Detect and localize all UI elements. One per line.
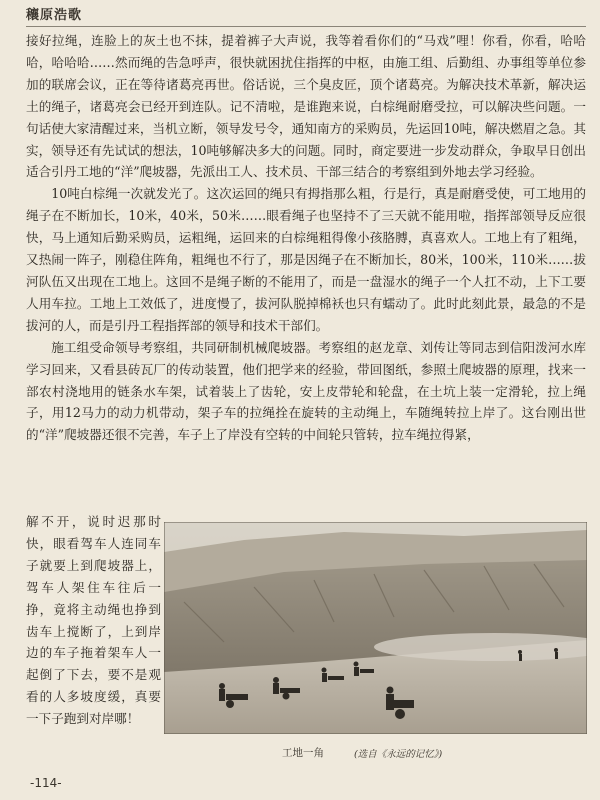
figure-caption xyxy=(164,745,587,763)
caption-source: (选自《永远的记忆》) xyxy=(354,749,443,760)
book-title: 穰原浩歌 xyxy=(26,8,83,23)
wrapped-text-column: 解不开，说时迟那时快，眼看驾车人连同车子就要上到爬坡器上，驾车人架住车往后一挣，竟将主动绳也挣到齿车上搅断了，上到岸边的车子拖着架车人一起倒了下去，要不是观看的人多坡度缓，真要一下子跑到对岸哪！ xyxy=(26,514,161,727)
page-number: -114- xyxy=(30,776,62,790)
article-body xyxy=(26,30,586,446)
paragraph-3: 施工组受命领导考察组，共同研制机械爬坡器。考察组的赵龙章、刘传让等同志到信阳泼河水库学习回来，又看县砖瓦厂的传动装置，他们把学来的经验，带回图纸，参照土爬坡器的原理，找来一部农村浇地用的链条水车架，试着装上了齿轮，安上皮带轮和轮盘，在土坑上装一定滑轮，拉上绳子，用12马力的动力机带动，架子车的拉绳拴在旋转的主动绳上，车随绳转拉上岸了。这台刚出世的“洋”爬坡器还很不完善，车子上了岸没有空转的中间轮只管转，拉车绳拉得紧， xyxy=(26,339,586,443)
paragraph-2: 10吨白棕绳一次就发光了。这次运回的绳只有拇指那么粗，行是行，真是耐磨受使，可工地用的绳子在不断加长，10米，40米，50米……眼看绳子也坚持不了三天就不能用啦，指挥部领导反应很快，马上通知后勤采购员，运粗绳，运回来的白棕绳粗得像小孩胳膊，真喜欢人。工地上有了粗绳，又热闹一阵子，刚稳住阵角，粗绳也不行了，那是因绳子在不断加长，80米，100米，110米……拔河队伍又出现在工地上。这回不是绳子断的不能用了，而是一盘湿水的绳子一个人扛不动，上下工要人用车拉。工地上工效低了，进度慢了，拔河队脱掉棉袄也只有蠕动了。此时此刻此景，最急的不是拔河的人，而是引丹工程指挥部的领导和技术干部们。 xyxy=(26,186,586,333)
paragraph-1: 接好拉绳，连脸上的灰土也不抹，提着裤子大声说，我等着看你们的“马戏”哩！你看，你看，哈哈哈，哈哈哈……然而绳的告急呼声，很快就困扰住指挥的中枢，由施工组、后勤组、办事组等单位参加的联席会议，正在等待诸葛亮再世。俗话说，三个臭皮匠，顶个诸葛亮。为解决技术革新，解决运土的绳子，诸葛亮会已经开到连队。记不清啦，是谁跑来说，白棕绳耐磨受拉，可以解决些问题。一句话使大家清醒过来，当机立断，领导发号令，通知南方的采购员，先运回10吨，解决燃眉之急。其实，领导还有先试试的想法，10吨够解决多大的问题。同时，商定要进一步发动群众，争取早日创出适合引丹工地的“洋”爬坡器，先派出工人、技术员、干部三结合的考察组到外地去学习经验。 xyxy=(26,33,586,180)
construction-site-photo xyxy=(164,522,587,734)
running-header xyxy=(26,4,586,27)
photo-illustration xyxy=(164,522,587,734)
caption-text: 工地一角 xyxy=(282,747,324,759)
